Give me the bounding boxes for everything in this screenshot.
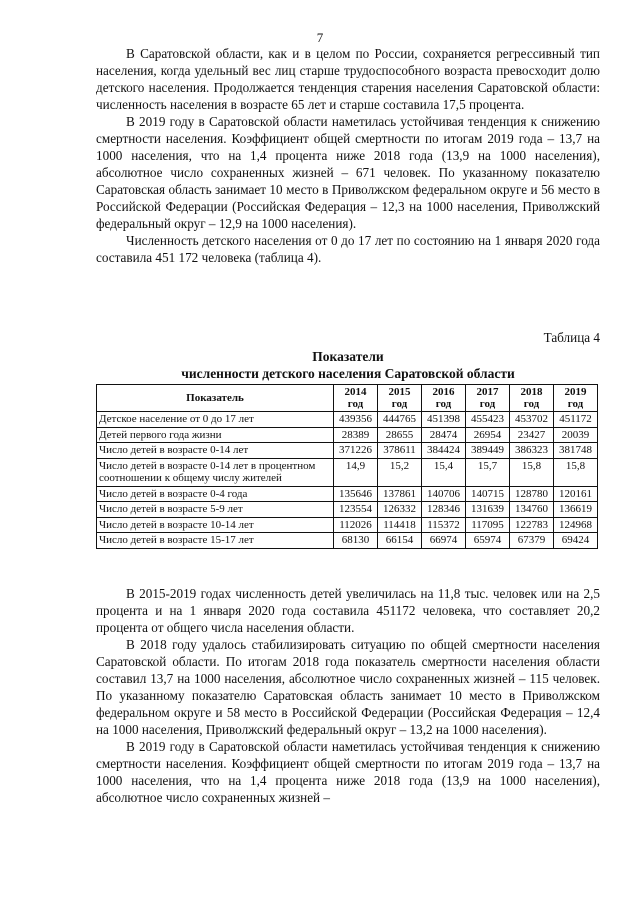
paragraph: Численность детского населения от 0 до 17 лет по состоянию на 1 января 2020 года составила 451 172 человека (таблица 4). <box>96 233 600 265</box>
year-suffix: год <box>523 398 540 410</box>
year: 2019 <box>564 386 587 398</box>
value-cell: 122783 <box>510 517 554 533</box>
value-cell: 26954 <box>466 427 510 443</box>
table-row <box>97 458 598 486</box>
year: 2016 <box>432 386 455 398</box>
population-table <box>96 384 598 549</box>
value-cell: 65974 <box>466 533 510 549</box>
table-title-line: численности детского населения Саратовской области <box>181 366 515 381</box>
year-suffix: год <box>435 398 452 410</box>
value-cell: 131639 <box>466 502 510 518</box>
value-cell: 69424 <box>554 533 598 549</box>
value-cell: 453702 <box>510 412 554 428</box>
value-cell: 28389 <box>334 427 378 443</box>
value-cell: 455423 <box>466 412 510 428</box>
value-cell: 140706 <box>422 486 466 502</box>
table-row <box>97 486 598 502</box>
header-cell-year <box>334 385 378 412</box>
intro-text <box>96 45 600 266</box>
header-cell-indicator: Показатель <box>97 385 334 412</box>
value-cell: 386323 <box>510 443 554 459</box>
header-cell-year <box>510 385 554 412</box>
value-cell: 124968 <box>554 517 598 533</box>
value-cell: 15,7 <box>466 458 510 486</box>
year: 2014 <box>344 386 367 398</box>
value-cell: 68130 <box>334 533 378 549</box>
outro-text <box>96 585 600 806</box>
year: 2017 <box>476 386 499 398</box>
row-label: Число детей в возрасте 0-14 лет в процентном соотношении к общему числу жителей <box>97 458 334 486</box>
value-cell: 28655 <box>378 427 422 443</box>
value-cell: 371226 <box>334 443 378 459</box>
value-cell: 115372 <box>422 517 466 533</box>
year-suffix: год <box>347 398 364 410</box>
paragraph: В 2015-2019 годах численность детей увеличилась на 11,8 тыс. человек или на 2,5 процента и на 1 января 2020 года составила 451172 человека, что составляет 20,2 процента от общего числа населения области. <box>96 586 600 635</box>
table-label: Таблица 4 <box>543 330 600 345</box>
row-label: Число детей в возрасте 5-9 лет <box>97 502 334 518</box>
paragraph: В 2019 году в Саратовской области наметилась устойчивая тенденция к снижению смертности населения. Коэффициент общей смертности по итогам 2019 года – 13,7 на 1000 населения, что на 1,4 процента ниже 2018 года (13,9 на 1000 населения), абсолютное число сохраненных жизней – 671 человек. По указанному показателю Саратовская область занимает 10 место в Приволжском федеральном округе и 56 место в Российской Федерации (Российская Федерация – 12,3 на 1000 населения, Приволжский федеральный округ – 12,9 на 1000 населения). <box>96 114 600 231</box>
value-cell: 137861 <box>378 486 422 502</box>
paragraph: В 2019 году в Саратовской области наметилась устойчивая тенденция к снижению смертности населения. Коэффициент общей смертности по итогам 2019 года – 13,7 на 1000 населения, что на 1,4 процента ниже 2018 года (13,9 на 1000 населения), абсолютное число сохраненных жизней – <box>96 739 600 805</box>
header-cell-year <box>554 385 598 412</box>
value-cell: 444765 <box>378 412 422 428</box>
row-label: Число детей в возрасте 0-4 года <box>97 486 334 502</box>
value-cell: 67379 <box>510 533 554 549</box>
header-cell-year <box>466 385 510 412</box>
table-row <box>97 443 598 459</box>
value-cell: 23427 <box>510 427 554 443</box>
value-cell: 451172 <box>554 412 598 428</box>
paragraph: В Саратовской области, как и в целом по России, сохраняется регрессивный тип населения, когда удельный вес лиц старше трудоспособного возраста превосходит долю детского населения. Продолжается тенденция старения населения Саратовской области: численность населения в возрасте 65 лет и старше составила 17,5 процента. <box>96 46 600 112</box>
year-suffix: год <box>391 398 408 410</box>
table-row <box>97 502 598 518</box>
row-label: Число детей в возрасте 15-17 лет <box>97 533 334 549</box>
value-cell: 134760 <box>510 502 554 518</box>
year: 2015 <box>388 386 411 398</box>
value-cell: 123554 <box>334 502 378 518</box>
header-cell-year <box>378 385 422 412</box>
value-cell: 15,4 <box>422 458 466 486</box>
year: 2018 <box>520 386 543 398</box>
value-cell: 120161 <box>554 486 598 502</box>
value-cell: 439356 <box>334 412 378 428</box>
value-cell: 451398 <box>422 412 466 428</box>
value-cell: 117095 <box>466 517 510 533</box>
value-cell: 114418 <box>378 517 422 533</box>
value-cell: 389449 <box>466 443 510 459</box>
value-cell: 378611 <box>378 443 422 459</box>
table-row <box>97 517 598 533</box>
header-cell-year <box>422 385 466 412</box>
value-cell: 20039 <box>554 427 598 443</box>
page-number: 7 <box>316 30 324 45</box>
value-cell: 136619 <box>554 502 598 518</box>
value-cell: 15,2 <box>378 458 422 486</box>
table-row <box>97 427 598 443</box>
table-row <box>97 412 598 428</box>
row-label: Детское население от 0 до 17 лет <box>97 412 334 428</box>
value-cell: 66154 <box>378 533 422 549</box>
row-label: Детей первого года жизни <box>97 427 334 443</box>
table-header-row <box>97 385 598 412</box>
value-cell: 112026 <box>334 517 378 533</box>
year-suffix: год <box>479 398 496 410</box>
row-label: Число детей в возрасте 0-14 лет <box>97 443 334 459</box>
paragraph: В 2018 году удалось стабилизировать ситуацию по общей смертности населения Саратовской области. По итогам 2018 года показатель смертности населения области составил 13,7 на 1000 населения, абсолютное число сохраненных жизней – 115 человек. По указанному показателю Саратовская область занимает 10 место в Приволжском федеральном округе и 58 место в Российской Федерации (Российская Федерация – 12,4 на 1000 населения, Приволжский федеральный округ – 13,2 на 1000 населения). <box>96 637 600 737</box>
value-cell: 14,9 <box>334 458 378 486</box>
table-title-line: Показатели <box>312 349 384 364</box>
table-row <box>97 533 598 549</box>
value-cell: 140715 <box>466 486 510 502</box>
value-cell: 28474 <box>422 427 466 443</box>
value-cell: 135646 <box>334 486 378 502</box>
value-cell: 384424 <box>422 443 466 459</box>
value-cell: 128780 <box>510 486 554 502</box>
row-label: Число детей в возрасте 10-14 лет <box>97 517 334 533</box>
value-cell: 15,8 <box>554 458 598 486</box>
value-cell: 381748 <box>554 443 598 459</box>
value-cell: 126332 <box>378 502 422 518</box>
value-cell: 15,8 <box>510 458 554 486</box>
table-title <box>96 348 600 382</box>
year-suffix: год <box>567 398 584 410</box>
value-cell: 66974 <box>422 533 466 549</box>
value-cell: 128346 <box>422 502 466 518</box>
